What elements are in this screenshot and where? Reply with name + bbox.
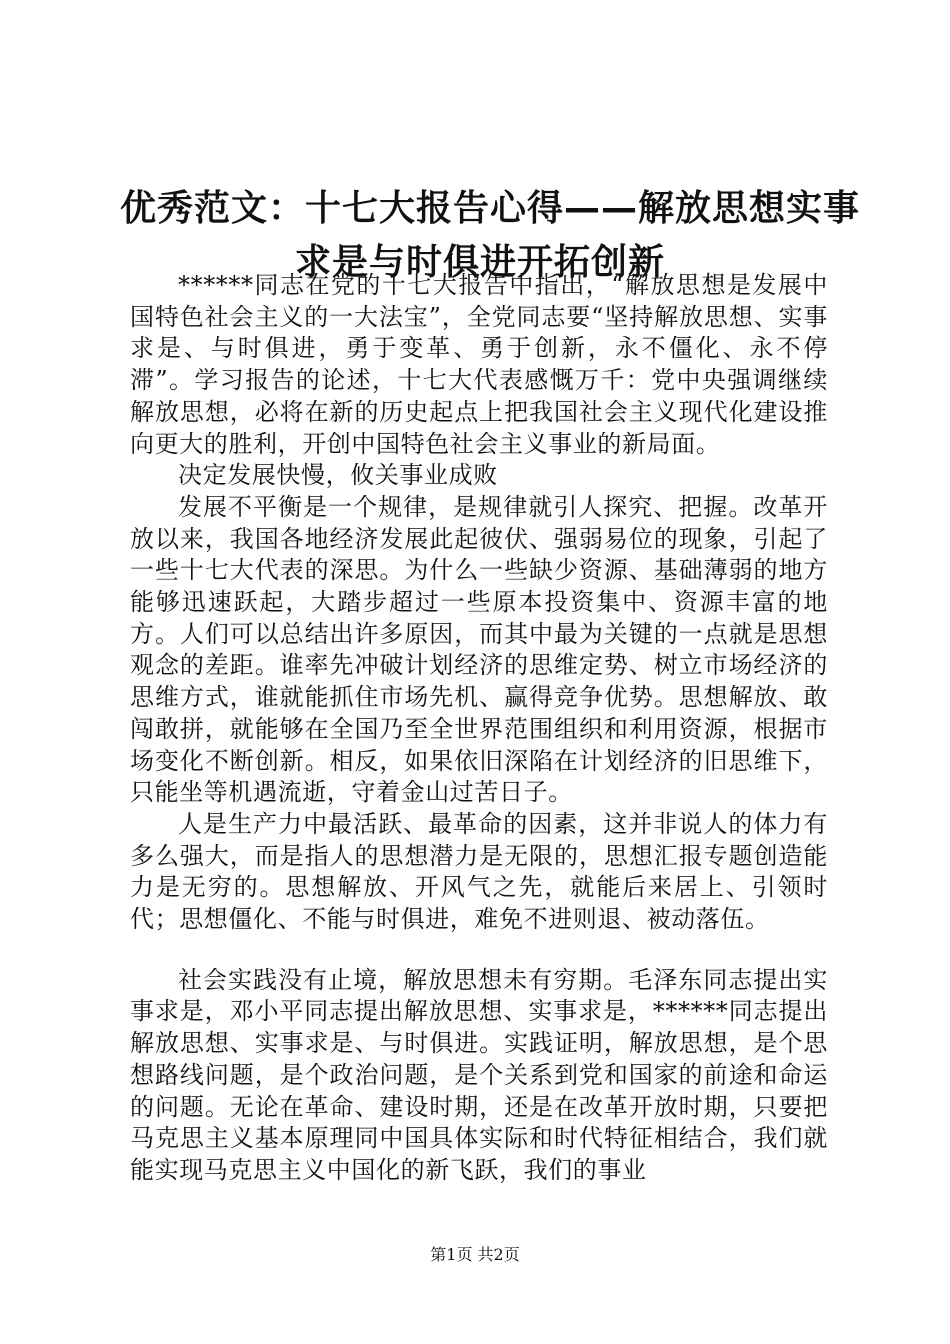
page-footer: 第1页 共2页 (430, 1245, 520, 1264)
title-line-2: 求是与时俱进开拓创新 (294, 242, 665, 283)
title-line-1: 优秀范文：十七大报告心得——解放思想实事 (120, 188, 861, 229)
paragraph-practice: 社会实践没有止境，解放思想未有穷期。毛泽东同志提出实事求是，邓小平同志提出解放思想、实事求是，******同志提出解放思想、实事求是、与时俱进。实践证明，解放思想，是个思想路线问题，是个政治问题，是个关系到党和国家的前途和命运的问题。无论在革命、建设时期，还是在改革开放时期，只要把马克思主义基本原理同中国具体实际和时代特征相结合，我们就能实现马克思主义中国化的新飞跃，我们的事业 (130, 965, 828, 1184)
paragraph-productivity: 人是生产力中最活跃、最革命的因素，这并非说人的体力有多么强大，而是指人的思想潜力是无限的，思想汇报专题创造能力是无穷的。思想解放、开风气之先，就能后来居上、引领时代；思想僵化、不能与时俱进，难免不进则退、被动落伍。 (130, 809, 828, 934)
document-body (130, 270, 828, 1187)
paragraph-intro: ******同志在党的十七大报告中指出，“解放思想是发展中国特色社会主义的一大法宝”，全党同志要“坚持解放思想、实事求是、与时俱进，勇于变革、勇于创新，永不僵化、永不停滞”。学习报告的论述，十七大代表感慨万千：党中央强调继续解放思想，必将在新的历史起点上把我国社会主义现代化建设推向更大的胜利，开创中国特色社会主义事业的新局面。 (130, 271, 828, 458)
paragraph-development: 发展不平衡是一个规律，是规律就引人探究、把握。改革开放以来，我国各地经济发展此起彼伏、强弱易位的现象，引起了一些十七大代表的深思。为什么一些缺少资源、基础薄弱的地方能够迅速跃起，大踏步超过一些原本投资集中、资源丰富的地方。人们可以总结出许多原因，而其中最为关键的一点就是思想观念的差距。谁率先冲破计划经济的思维定势、树立市场经济的思维方式，谁就能抓住市场先机、赢得竞争优势。思想解放、敢闯敢拼，就能够在全国乃至全世界范围组织和利用资源，根据市场变化不断创新。相反，如果依旧深陷在计划经济的旧思维下，只能坐等机遇流逝，守着金山过苦日子。 (130, 492, 828, 807)
section-heading: 决定发展快慢，攸关事业成败 (178, 461, 498, 490)
